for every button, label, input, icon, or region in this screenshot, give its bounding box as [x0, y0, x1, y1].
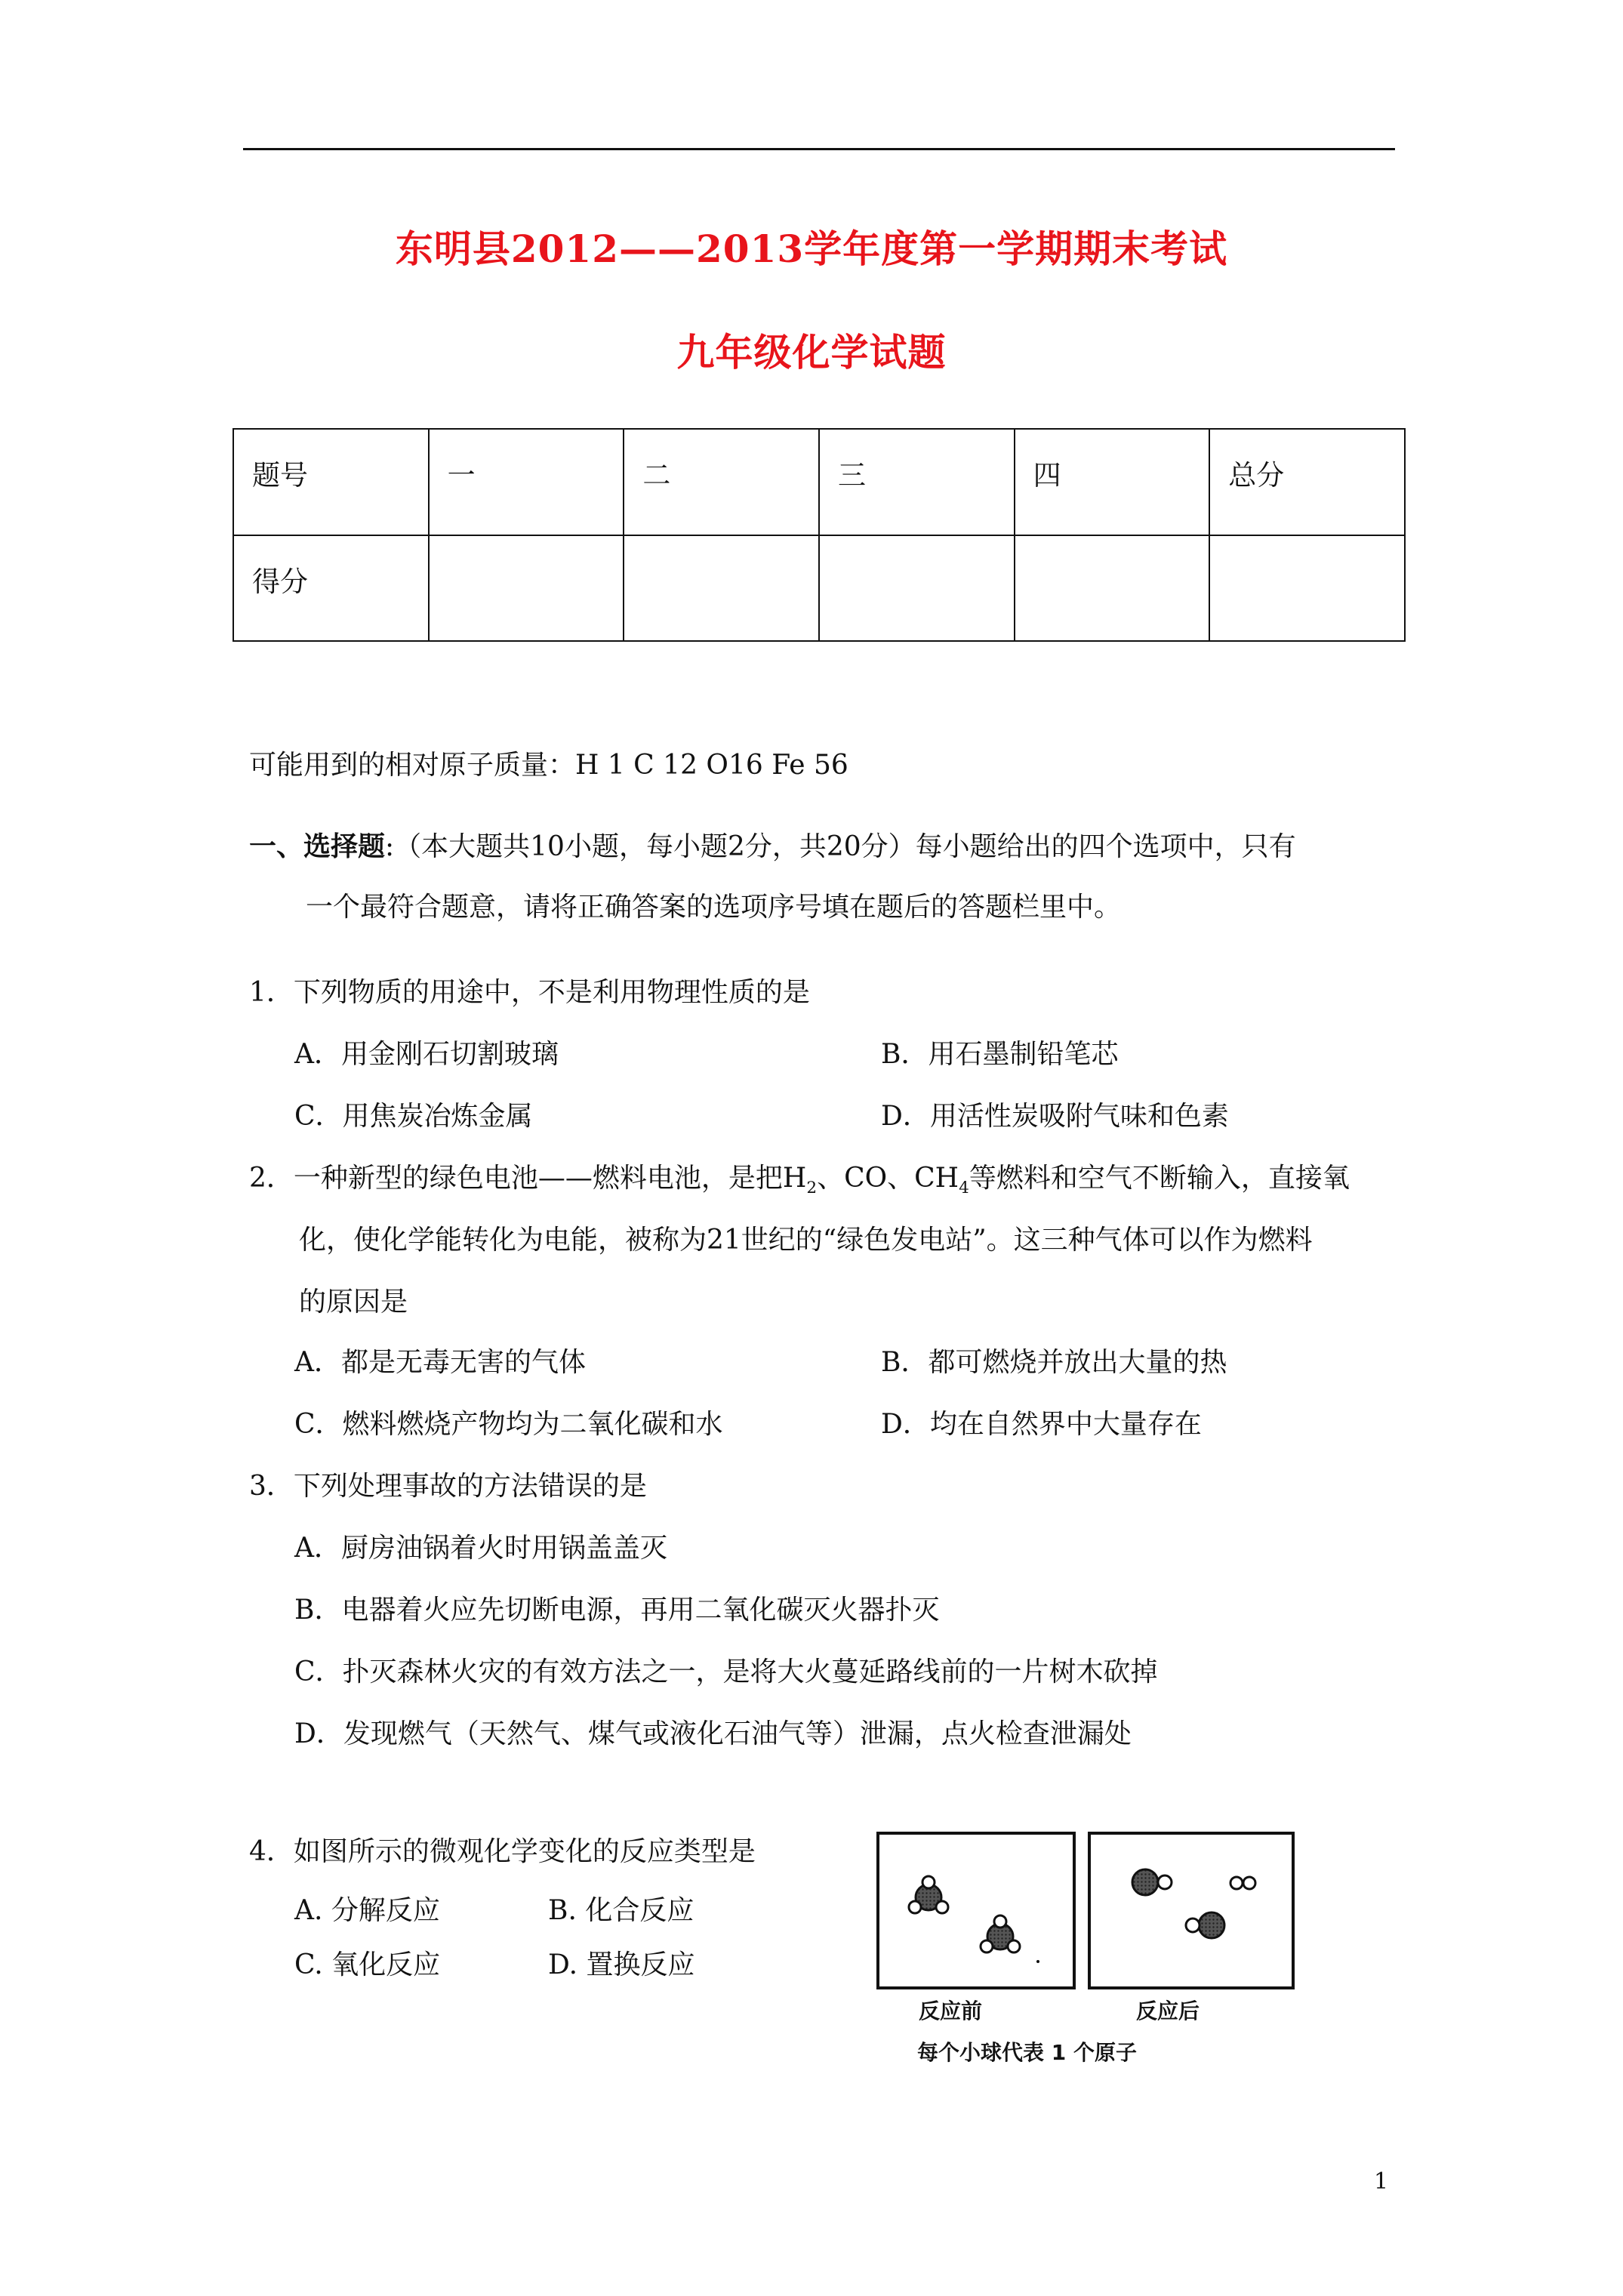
- exam-title: 东明县2012——2013学年度第一学期期末考试: [395, 227, 1228, 271]
- q4-option-d: D. 置换反应: [548, 1949, 695, 1980]
- q2-stem-pre: 2．一种新型的绿色电池——燃料电池，是把H: [249, 1163, 807, 1194]
- q2-stem: [249, 1162, 1350, 1198]
- table-cell: 四: [1015, 429, 1210, 535]
- molecule-icon: [909, 1876, 948, 1913]
- section1-heading: [249, 831, 1296, 863]
- table-cell: 总分: [1209, 429, 1405, 535]
- table-cell: 题号: [233, 429, 429, 535]
- score-input-cell: [624, 535, 819, 642]
- molecule-icon: [981, 1915, 1020, 1952]
- exam-subtitle: 九年级化学试题: [676, 330, 947, 374]
- score-input-cell: [819, 535, 1015, 642]
- page-number: 1: [1374, 2168, 1389, 2195]
- q1-option-a: A．用金刚石切割玻璃: [294, 1039, 559, 1070]
- q4-stem: 4．如图所示的微观化学变化的反应类型是: [249, 1836, 756, 1867]
- q2-option-d: D．均在自然界中大量存在: [881, 1409, 1202, 1440]
- q3-option-c: C．扑灭森林火灾的有效方法之一，是将大火蔓延路线前的一片树木砍掉: [294, 1657, 1158, 1687]
- before-panel: [878, 1833, 1074, 1988]
- q3-option-d: D．发现燃气（天然气、煤气或液化石油气等）泄漏，点火检查泄漏处: [294, 1718, 1132, 1749]
- top-rule: [243, 148, 1395, 150]
- score-input-cell: [1015, 535, 1210, 642]
- q3-stem: 3．下列处理事故的方法错误的是: [249, 1471, 647, 1502]
- q2-option-a: A．都是无毒无害的气体: [294, 1347, 586, 1378]
- q4-option-b: B. 化合反应: [548, 1895, 694, 1926]
- q2-option-b: B．都可燃烧并放出大量的热: [881, 1347, 1227, 1378]
- q2-ch4-subscript: 4: [959, 1179, 969, 1198]
- molecule-icon: [1186, 1912, 1224, 1938]
- q3-option-a: A．厨房油锅着火时用锅盖盖灭: [294, 1533, 667, 1564]
- section1-instructions: :（本大题共10小题，每小题2分，共20分）每小题给出的四个选项中，只有: [385, 831, 1296, 862]
- table-cell: 二: [624, 429, 819, 535]
- q2-h2-subscript: 2: [806, 1179, 818, 1198]
- q4-option-a: A. 分解反应: [294, 1895, 440, 1926]
- q2-stem-co: 、CO、CH: [817, 1163, 959, 1194]
- q2-stem-line2: 化，使化学能转化为电能，被称为21世纪的“绿色发电站”。这三种气体可以作为燃料: [299, 1225, 1313, 1256]
- q3-option-b: B．电器着火应先切断电源，再用二氧化碳灭火器扑灭: [294, 1595, 940, 1626]
- molecule-icon: [1132, 1869, 1172, 1895]
- section1-label: 一、选择题: [249, 831, 386, 862]
- score-input-cell: [1209, 535, 1405, 642]
- table-cell: 一: [429, 429, 624, 535]
- after-panel: [1089, 1833, 1293, 1988]
- q4-option-c: C. 氧化反应: [294, 1949, 441, 1980]
- score-table: [233, 428, 1406, 642]
- q2-stem-line3: 的原因是: [299, 1287, 408, 1318]
- fig-caption: 每个小球代表 1 个原子: [917, 2040, 1137, 2065]
- reaction-diagram: [876, 1831, 1298, 1993]
- fig-label-after: 反应后: [1136, 1999, 1200, 2023]
- q1-stem: 1．下列物质的用途中，不是利用物理性质的是: [249, 977, 810, 1008]
- score-input-cell: [429, 535, 624, 642]
- atomic-mass-line: 可能用到的相对原子质量：H 1 C 12 O16 Fe 56: [249, 750, 848, 781]
- q1-option-c: C．用焦炭冶炼金属: [294, 1101, 533, 1132]
- table-row: [233, 535, 1405, 642]
- q1-option-b: B．用石墨制铅笔芯: [881, 1039, 1119, 1070]
- table-row: [233, 429, 1405, 535]
- table-cell: 三: [819, 429, 1015, 535]
- section1-instructions-cont: 一个最符合题意，请将正确答案的选项序号填在题后的答题栏里中。: [306, 892, 1122, 923]
- table-cell: 得分: [233, 535, 429, 642]
- q1-option-d: D．用活性炭吸附气味和色素: [881, 1101, 1229, 1132]
- q2-stem-post: 等燃料和空气不断输入，直接氧: [969, 1163, 1350, 1194]
- molecule-icon: [1230, 1877, 1255, 1889]
- q2-option-c: C．燃料燃烧产物均为二氧化碳和水: [294, 1409, 723, 1440]
- fig-label-before: 反应前: [919, 1999, 983, 2023]
